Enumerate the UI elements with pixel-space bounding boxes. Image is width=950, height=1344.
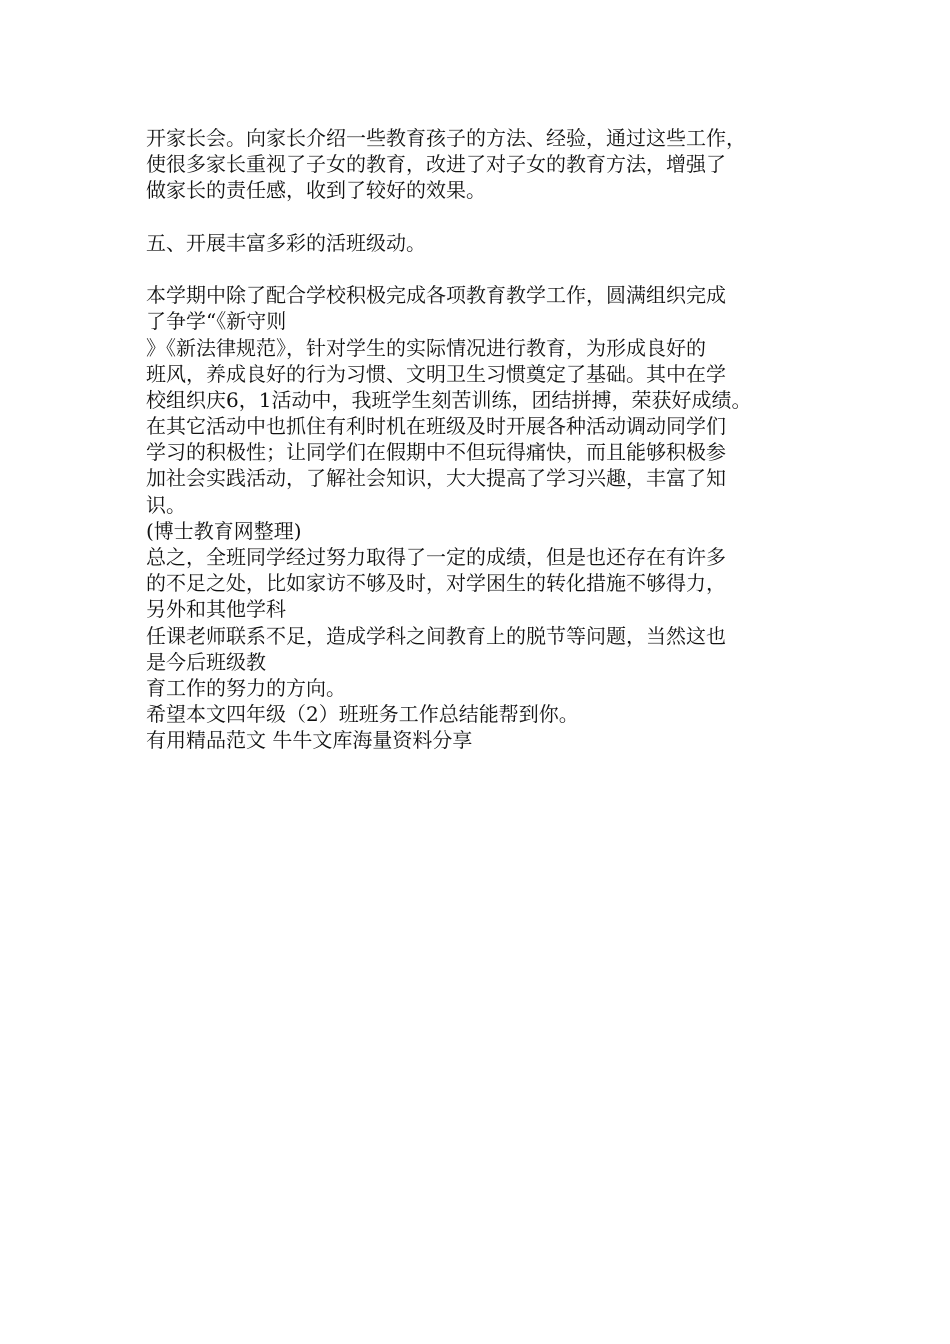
text-line: 育工作的努力的方向。 [146, 675, 346, 700]
text-line: 做家长的责任感，收到了较好的效果。 [146, 178, 486, 203]
closing-line: 希望本文四年级（2）班班务工作总结能帮到你。 [146, 702, 579, 727]
text-line: 本学期中除了配合学校积极完成各项教育教学工作，圆满组织完成 [146, 283, 726, 308]
text-line: 的不足之处，比如家访不够及时，对学困生的转化措施不够得力， [146, 571, 726, 596]
text-line: 班风，养成良好的行为习惯、文明卫生习惯奠定了基础。其中在学 [146, 361, 726, 386]
text-line: 学习的积极性；让同学们在假期中不但玩得痛快，而且能够积极参 [146, 440, 726, 465]
text-line: 是今后班级教 [146, 649, 266, 674]
source-note: (博士教育网整理) [146, 518, 302, 543]
text-line: 校组织庆6，1活动中，我班学生刻苦训练，团结拼搏，荣获好成绩。 [146, 387, 752, 412]
text-line: 总之，全班同学经过努力取得了一定的成绩，但是也还存在有许多 [146, 545, 726, 569]
section-heading: 五、开展丰富多彩的活班级动。 [146, 230, 426, 255]
text-line: 使很多家长重视了子女的教育，改进了对子女的教育方法，增强了 [146, 152, 726, 177]
text-line: 另外和其他学科 [146, 597, 286, 622]
blank-line [146, 256, 826, 282]
blank-line [146, 204, 826, 230]
text-line: 加社会实践活动，了解社会知识，大大提高了学习兴趣，丰富了知 [146, 466, 726, 491]
text-line: 开家长会。向家长介绍一些教育孩子的方法、经验，通过这些工作， [146, 126, 746, 150]
document-body [146, 125, 826, 754]
text-line: 了争学“《新守则 [146, 309, 287, 334]
text-line: 在其它活动中也抓住有利时机在班级及时开展各种活动调动同学们 [146, 414, 726, 439]
text-line: 》《新法律规范》，针对学生的实际情况进行教育，为形成良好的 [146, 335, 706, 360]
text-line: 识。 [146, 492, 186, 517]
text-line: 任课老师联系不足，造成学科之间教育上的脱节等问题，当然这也 [146, 623, 726, 648]
footer-line: 有用精品范文 牛牛文库海量资料分享 [146, 728, 473, 753]
